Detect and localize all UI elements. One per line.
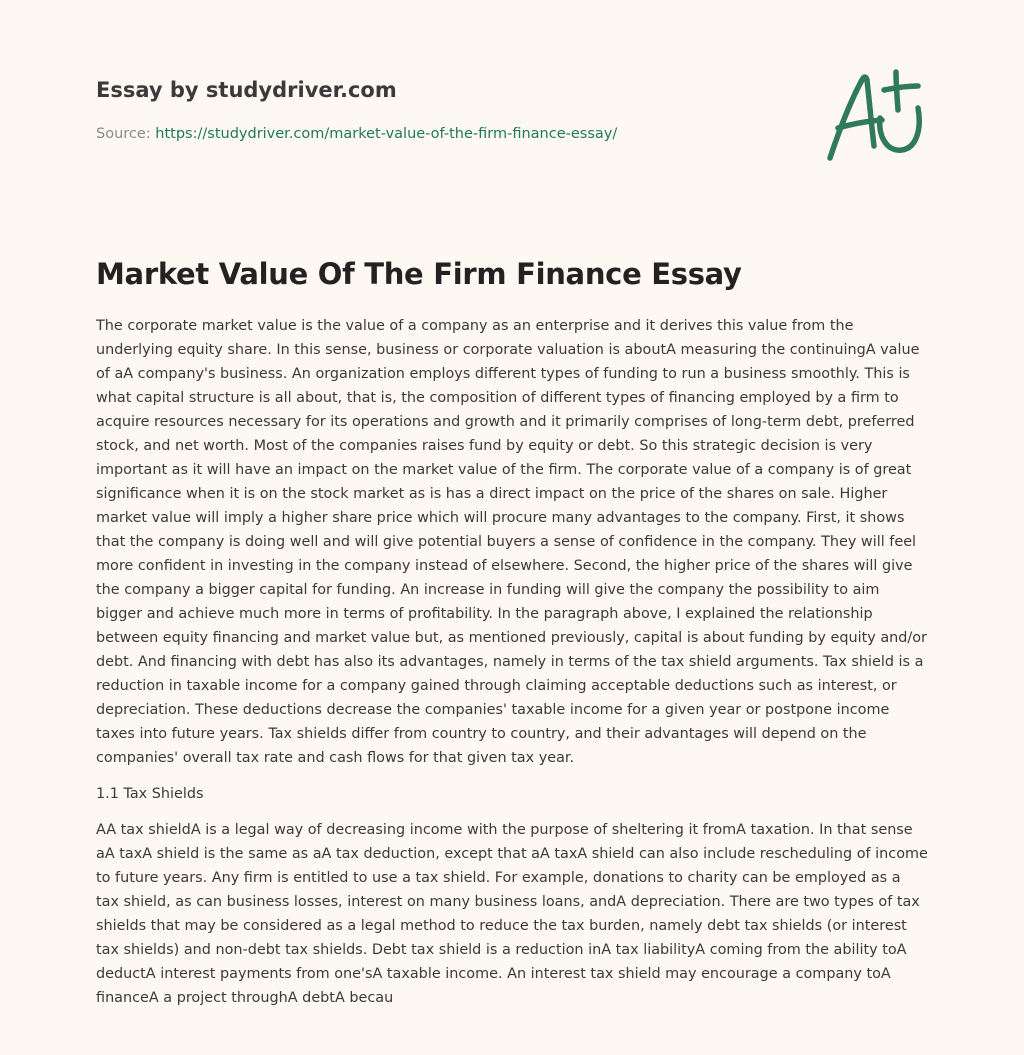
essay-title: Market Value Of The Firm Finance Essay bbox=[96, 257, 742, 291]
essay-header bbox=[96, 74, 796, 144]
source-link[interactable]: https://studydriver.com/market-value-of-the-firm-finance-essay/ bbox=[155, 126, 618, 142]
site-brand: Essay by studydriver.com bbox=[96, 78, 397, 102]
section-heading: 1.1 Tax Shields bbox=[96, 786, 204, 802]
source-line bbox=[96, 124, 796, 144]
essay-body bbox=[96, 314, 928, 1010]
a-plus-logo-icon bbox=[818, 64, 928, 168]
essay-paragraph: The corporate market value is the value of a company as an enterprise and it derives this value from the underlying equity share. In this sense, business or corporate valuation is aboutA measuring the continuingA value of aA company's business. An organization employs different types of funding to run a business smoothly. This is what capital structure is all about, that is, the composition of different types of financing employed by a firm to acquire resources necessary for its operations and growth and it primarily comprises of long-term debt, preferred stock, and net worth. Most of the companies raises fund by equity or debt. So this strategic decision is very important as it will have an impact on the market value of the firm. The corporate value of a company is of great significance when it is on the stock market as is has a direct impact on the price of the shares on sale. Higher market value will imply a higher share price which will procure many advantages to the company. First, it shows that the company is doing well and will give potential buyers a sense of confidence in the company. They will feel more confident in investing in the company instead of elsewhere. Second, the higher price of the shares will give the company a bigger capital for funding. An increase in funding will give the company the possibility to aim bigger and achieve much more in terms of profitability. In the paragraph above, I explained the relationship between equity financing and market value but, as mentioned previously, capital is about funding by equity and/or debt. And financing with debt has also its advantages, namely in terms of the tax shield arguments. Tax shield is a reduction in taxable income for a company gained through claiming acceptable deductions such as interest, or depreciation. These deductions decrease the companies' taxable income for a given year or postpone income taxes into future years. Tax shields differ from country to country, and their advantages will depend on the companies' overall tax rate and cash flows for that given tax year. bbox=[96, 318, 927, 766]
essay-paragraph: AA tax shieldA is a legal way of decreasing income with the purpose of sheltering it fromA taxation. In that sense aA taxA shield is the same as aA tax deduction, except that aA taxA shield can also include rescheduling of income to future years. Any firm is entitled to use a tax shield. For example, donations to charity can be employed as a tax shield, as can business losses, interest on many business loans, andA depreciation. There are two types of tax shields that may be considered as a legal method to reduce the tax burden, namely debt tax shields (or interest tax shields) and non-debt tax shields. Debt tax shield is a reduction inA tax liabilityA coming from the ability toA deductA interest payments from one'sA taxable income. An interest tax shield may encourage a company toA financeA a project throughA debtA becau bbox=[96, 822, 928, 1006]
source-label: Source: bbox=[96, 126, 156, 142]
